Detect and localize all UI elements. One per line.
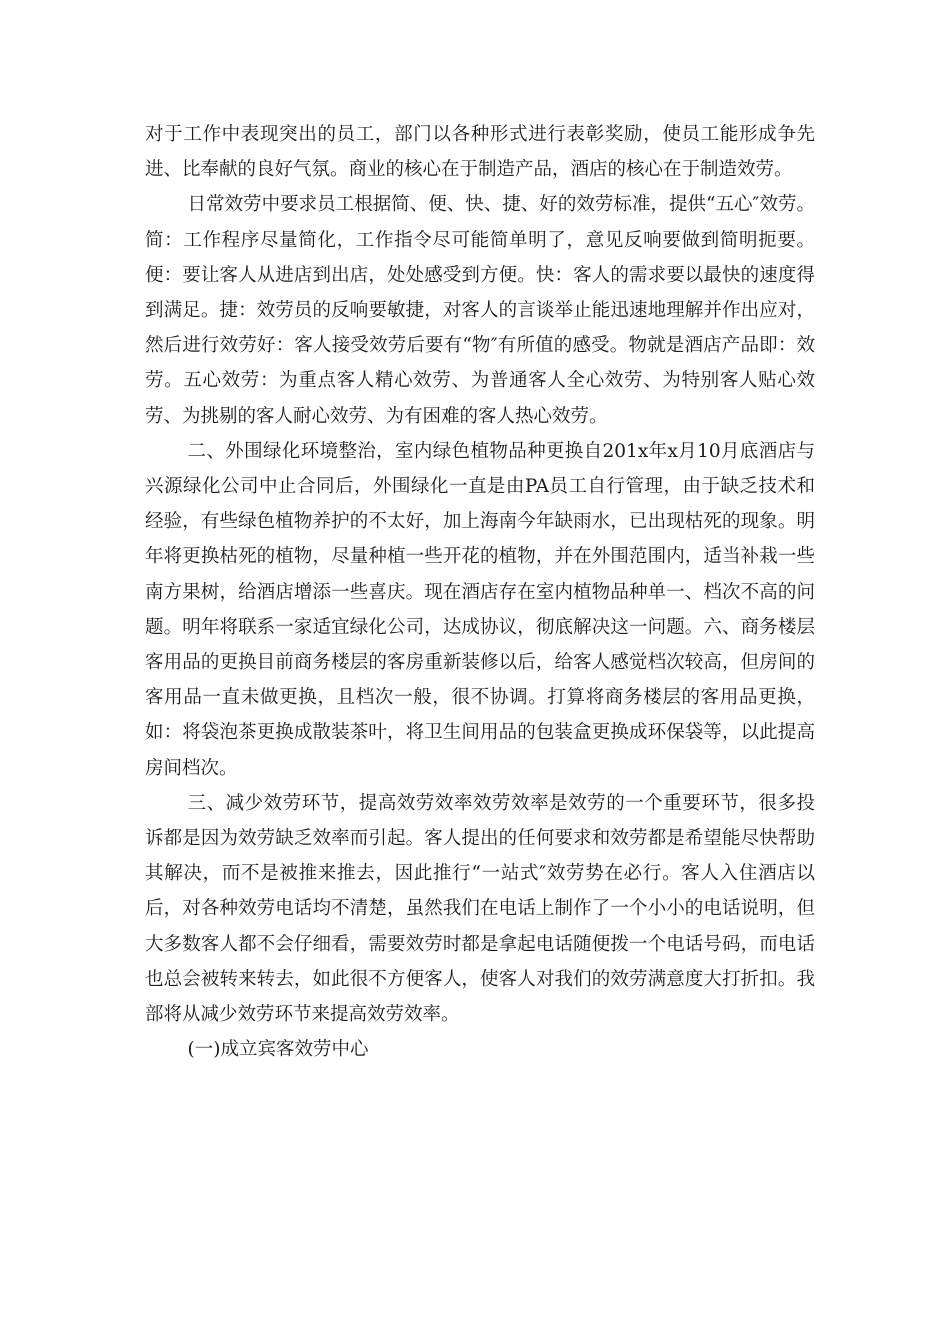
paragraph-five-heart-service: 日常效劳中要求员工根据简、便、快、捷、好的效劳标准，提供“五心″效劳。简：工作程序尽量简化，工作指令尽可能简单明了，意见反响要做到简明扼要。便：要让客人从进店到出店，处处感受到方便。快：客人的需求要以最快的速度得到满足。捷：效劳员的反响要敏捷，对客人的言谈举止能迅速地理解并作出应对，然后进行效劳好：客人接受效劳后要有“物″有所值的感受。物就是酒店产品即：效劳。五心效劳：为重点客人精心效劳、为普通客人全心效劳、为特别客人贴心效劳、为挑剔的客人耐心效劳、为有困难的客人热心效劳。	[145, 194, 815, 427]
paragraph-service-efficiency: 三、减少效劳环节，提高效劳效率效劳效率是效劳的一个重要环节，很多投诉都是因为效劳缺乏效率而引起。客人提出的任何要求和效劳都是希望能尽快帮助其解决，而不是被推来推去，因此推行“一站式″效劳势在必行。客人入住酒店以后，对各种效劳电话均不清楚，虽然我们在电话上制作了一个小小的电话说明，但大多数客人都不会仔细看，需要效劳时都是拿起电话随便拨一个电话号码，而电话也总会被转来转去，如此很不方便客人，使客人对我们的效劳满意度大打折扣。我部将从减少效劳环节来提高效劳效率。	[145, 792, 815, 1026]
paragraph-staff-commendation: 对于工作中表现突出的员工，部门以各种形式进行表彰奖励，使员工能形成争先进、比奉献的良好气氛。商业的核心在于制造产品，酒店的核心在于制造效劳。	[145, 124, 815, 181]
subheading-guest-service-center: (一)成立宾客效劳中心	[187, 1039, 369, 1061]
paragraph-greening-renovation: 二、外围绿化环境整治，室内绿色植物品种更换自201x年x月10月底酒店与兴源绿化公司中止合同后，外围绿化一直是由PA员工自行管理，由于缺乏技术和经验，有些绿色植物养护的不太好，加上海南今年缺雨水，已出现枯死的现象。明年将更换枯死的植物，尽量种植一些开花的植物，并在外围范围内，适当补栽一些南方果树，给酒店增添一些喜庆。现在酒店存在室内植物品种单一、档次不高的问题。明年将联系一家适宜绿化公司，达成协议，彻底解决这一问题。六、商务楼层客用品的更换目前商务楼层的客房重新装修以后，给客人感觉档次较高，但房间的客用品一直未做更换，且档次一般，很不协调。打算将商务楼层的客用品更换，如：将袋泡茶更换成散装茶叶，将卫生间用品的包装盒更换成环保袋等，以此提高房间档次。	[145, 440, 815, 779]
document-body	[145, 117, 815, 1067]
